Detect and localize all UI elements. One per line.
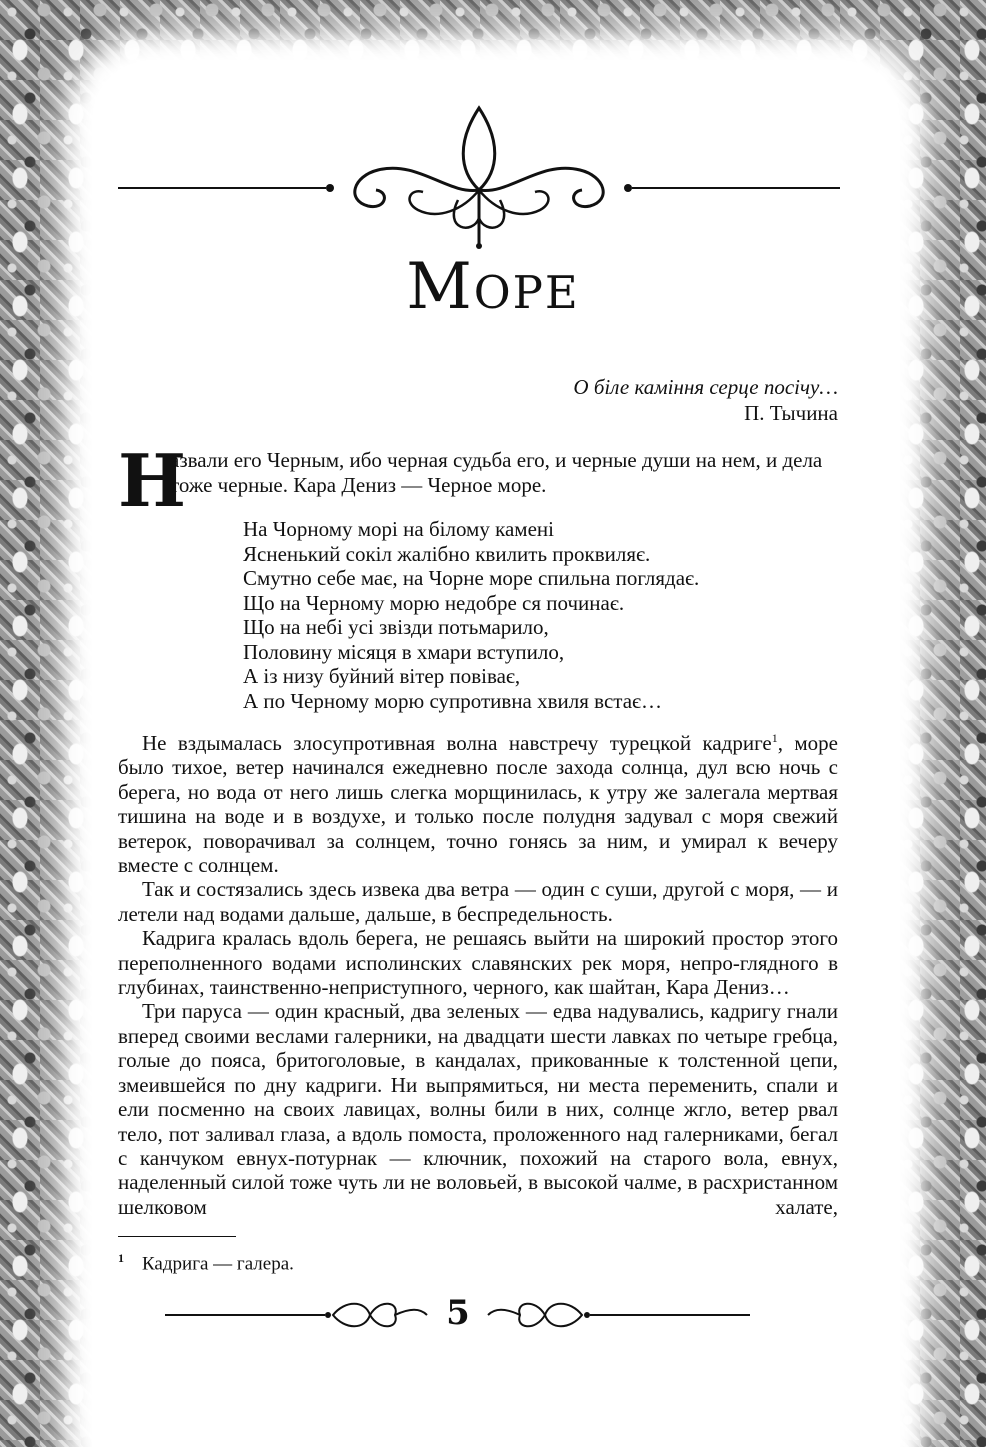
body-text — [118, 731, 838, 1219]
footnote-text: Кадрига — галера. — [142, 1253, 294, 1275]
footnote-rule — [118, 1236, 236, 1237]
epigraph — [573, 374, 838, 426]
paragraph: Так и состязались здесь извека два ветра — один с суши, другой с моря, — и летели над водами дальше, дальше, в беспредельность. — [118, 877, 838, 926]
footnote-mark: 1 — [118, 1251, 124, 1265]
epigraph-text: О біле каміння серце посічу… — [573, 375, 838, 399]
epigraph-author: П. Тычина — [744, 401, 838, 425]
paragraph: Три паруса — один красный, два зеленых — едва надувались, кадригу гнали вперед своими веслами галерники, на двадцати шести лавках по четыре гребца, голые до пояса, бритоголовые, в кандалах, прикованные к толстенной цепи, змеившейся по дну кадриги. Ни выпрямиться, ни места переменить, спали и ели посменно на своих лавицах, волны били в них, солнце жгло, ветер рвал тело, пот заливал глаза, а вдоль помоста, проложенного над галерниками, бегал с канчуком евнух-потурнак — ключник, похожий на старого вола, евнух, наделенный силой тоже чуть ли не воловьей, в высокой чалме, в расхристанном шелковом халате, — [118, 999, 838, 1219]
paragraph — [118, 731, 838, 877]
verse-line: А із низу буйний вітер повіває, — [243, 664, 521, 688]
verse-line: А по Черному морю супротивна хвиля встає… — [243, 688, 663, 713]
drop-cap: Н — [118, 438, 187, 523]
paragraph-text: , море было тихое, ветер начинался ежедневно после захода солнца, дул всю ночь с берега, но вода от него лишь слегка морщинилась, к утру же залегала мертвая тишина на воде и в воздухе, и только после полудня задувал с моря свежий ветерок, поворачивал за солнцем, точно гонясь за ним, и умирал к вечеру вместе с солнцем. — [118, 731, 838, 878]
paragraph: Кадрига кралась вдоль берега, не решаясь выйти на широкий простор этого переполненного водами исполинских славянских рек моря, непро-глядного в глубинах, таинственно-неприступного, черного, как шайтан, Кара Дениз… — [118, 926, 838, 1000]
verse-block — [243, 517, 843, 713]
page-number: 5 — [446, 1293, 470, 1333]
headpiece-ornament — [118, 100, 840, 250]
intro-paragraph: азвали его Черным, ибо черная судьба его, и черные души на нем, и дела тоже черные. Кара Дениз — Черное море. — [170, 448, 823, 497]
verse-line: Смутно себе має, на Чорне море спильна поглядає. — [243, 566, 700, 590]
verse-line: Що на небі усі звізди потьмарило, — [243, 615, 549, 639]
verse-line: На Чорному морі на білому камені — [243, 517, 554, 541]
verse-line: Половину місяця в хмари вступило, — [243, 639, 565, 664]
verse-line: Ясненький сокіл жалібно квилить проквиляє. — [243, 541, 651, 566]
verse-line: Що на Черному морю недобре ся починає. — [243, 590, 625, 615]
footnote-ref[interactable]: 1 — [771, 731, 778, 745]
chapter-title: Море — [406, 250, 580, 324]
paragraph-text: Не вздымалась злосупротивная волна навстречу турецкой кадриге — [142, 731, 772, 755]
footnote — [118, 1246, 294, 1276]
